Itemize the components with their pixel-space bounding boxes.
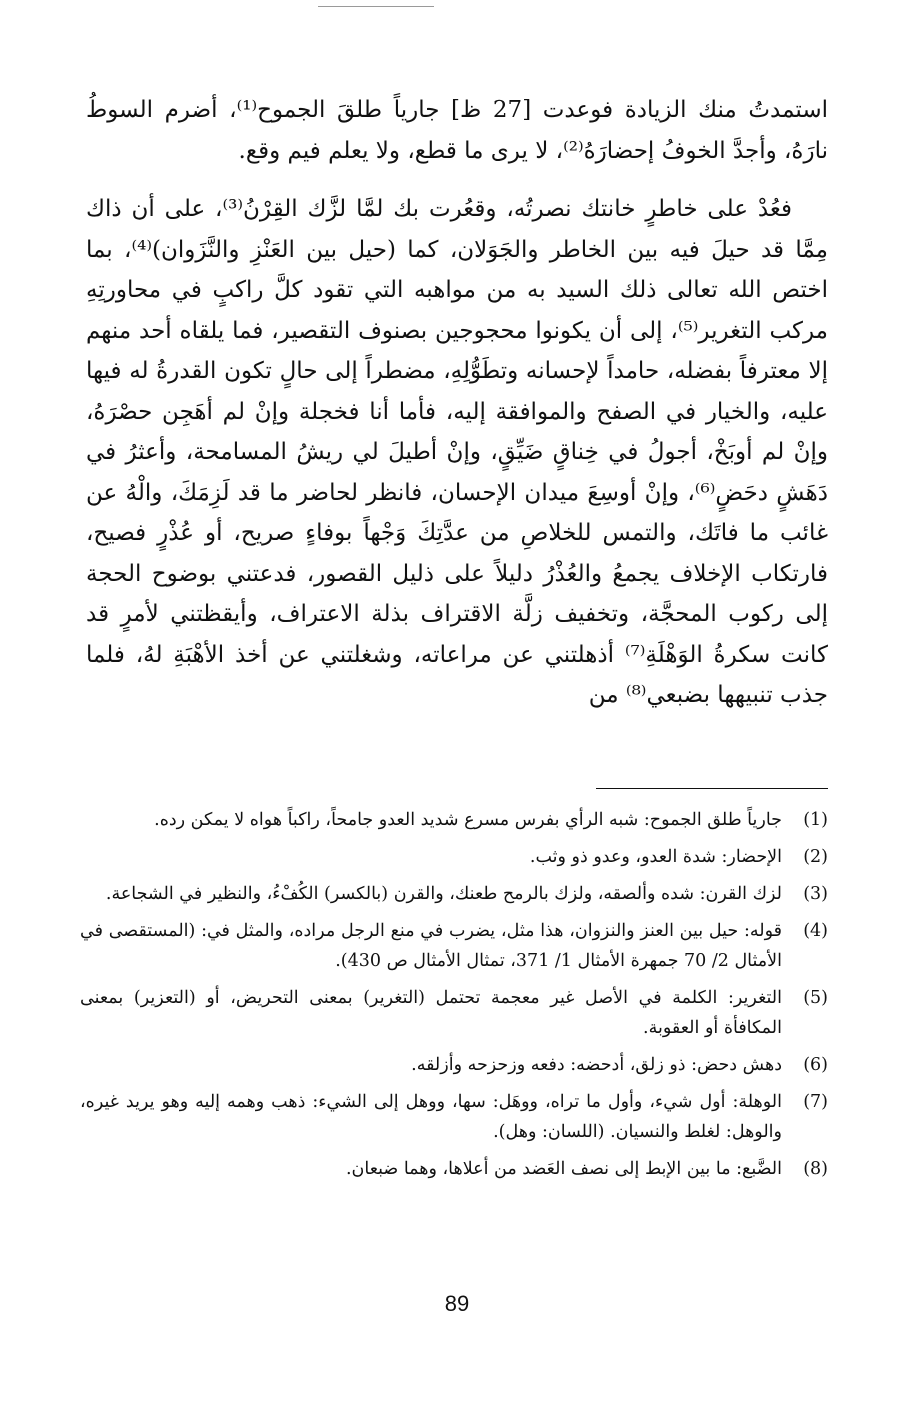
page-body: [86, 90, 828, 716]
footnote-number: (3): [803, 884, 828, 904]
footnote-number: (1): [803, 810, 828, 830]
footnote-4: [80, 916, 828, 976]
footnote-text: الوهلة: أول شيء، وأول ما تراه، ووهَل: سها، ووهل إلى الشيء: ذهب وهمه إليه وهو يريد غيره، والوهل: لغلط والنسيان. (اللسان: وهل).: [80, 1092, 782, 1142]
footnote-text: التغرير: الكلمة في الأصل غير معجمة تحتمل (التغرير) بمعنى التحريض، أو (التعزير) بمعنى المكافأة أو العقوبة.: [80, 988, 782, 1038]
footnote-text: قوله: حيل بين العنز والنزوان، هذا مثل، يضرب في منع الرجل مراده، والمثل في: (المستقصى في الأمثال 2/ 70 جمهرة الأمثال 1/ 371، تمثال الأمثال ص 430).: [80, 921, 782, 971]
footnote-text: دهش دحض: ذو زلق، أدحضه: دفعه وزحزحه وأزلقه.: [411, 1055, 782, 1075]
footnote-text: جارياً طلق الجموح: شبه الرأي بفرس مسرع شديد العدو جامحاً، راكباً هواه لا يمكن رده.: [154, 810, 782, 830]
footnote-number: (7): [803, 1092, 828, 1112]
footnote-8: [80, 1154, 828, 1184]
header-rule: [318, 6, 434, 7]
footnote-2: [80, 842, 828, 872]
footnote-divider: [596, 788, 828, 789]
page-number: 89: [444, 1291, 470, 1316]
footnote-text: الضَّبع: ما بين الإبط إلى نصف العَضد من أعلاها، وهما ضبعان.: [345, 1159, 782, 1179]
footnote-number: (5): [803, 988, 828, 1008]
footnote-number: (8): [803, 1159, 828, 1179]
footnote-7: [80, 1087, 828, 1147]
footnote-text: الإحضار: شدة العدو، وعدو ذو وثب.: [529, 847, 782, 867]
footnote-number: (2): [803, 847, 828, 867]
paragraph-2: فعُدْ على خاطرٍ خانتك نصرتُه، وقعُرت بك لمَّا لزَّك القِرْنُ⁽³⁾، على أن ذاك مِمَّا قد حيلَ فيه بين الخاطر والجَوَلان، كما (حيل بين العَنْزِ والنَّزَوان)⁽⁴⁾، بما اختص الله تعالى ذلك السيد به من مواهبه التي تقود كلَّ راكبٍ في محاورتِهِ مركب التغرير⁽⁵⁾، إلى أن يكونوا محجوجين بصنوف التقصير، فما يلقاه أحد منهم إلا معترفاً بفضله، حامداً لإحسانه وتطَوُّلِهِ، مضطراً إلى حالٍ تكون القدرةُ له فيها عليه، والخيار في الصفح والموافقة إليه، فأما أنا فخجلة وإنْ لم أهَجِن حصْرَهُ، وإنْ لم أوبَخْ، أجولُ في خِناقٍ ضَيِّقٍ، وإنْ أطيلَ لي ريشُ المسامحة، وأعثرُ في دَهَشٍ دحَضٍ⁽⁶⁾، وإنْ أوسِعَ ميدان الإحسان، فانظر لحاضر ما قد لَزِمَكَ، والْهُ عن غائب ما فاتَك، والتمس للخلاصِ من عدَّتِكَ وَجْهاً بوفاءٍ صريح، أو عُذْرٍ فصيح، فارتكاب الإخلاف يجمعُ والعُذْرُ دليلاً على ذليل القصور، فدعتني بوضوح الحجة إلى ركوب المحجَّة، وتخفيف زلَّة الاقتراف بذلة الاعتراف، وأيقظتني لأمرٍ قد كانت سكرةُ الوَهْلَةِ⁽⁷⁾ أذهلتني عن مراعاته، وشغلتني عن أخذ الأهْبَةِ لهُ، فلما جذب تنبيهها بضبعي⁽⁸⁾ من: [86, 196, 828, 708]
footnote-number: (6): [803, 1055, 828, 1075]
footnote-3: [80, 879, 828, 909]
footnotes-list: [80, 805, 828, 1191]
footnote-6: [80, 1050, 828, 1080]
footnote-text: لزك القرن: شده وألصقه، ولزك بالرمح طعنك، والقرن (بالكسر) الكُفْءُ، والنظير في الشجاعة.: [105, 884, 782, 904]
footnote-1: [80, 805, 828, 835]
footnote-number: (4): [803, 921, 828, 941]
paragraph-1: استمدتُ منك الزيادة فوعدت [27 ظ] جارياً طلقَ الجموح⁽¹⁾، أضرم السوطُ نارَهُ، وأجدَّ الخوفُ إحضارَهُ⁽²⁾، لا يرى ما قطع، ولا يعلم فيم وقع.: [86, 97, 828, 164]
footnote-5: [80, 983, 828, 1043]
